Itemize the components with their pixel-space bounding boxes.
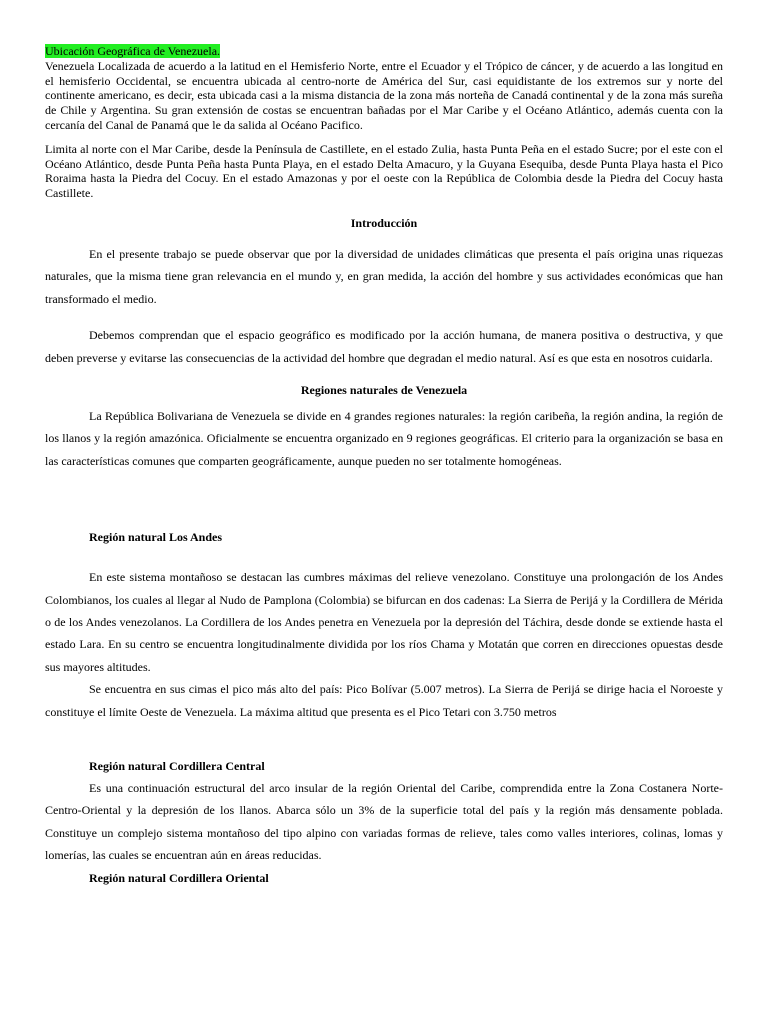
- spacer: [45, 230, 723, 243]
- spacer: [45, 397, 723, 405]
- oriental-heading: Región natural Cordillera Oriental: [89, 870, 269, 885]
- central-paragraph-1: Es una continuación estructural del arco insular de la región Oriental del Caribe, comprendida entre la Zona Costanera Norte-Centro-Oriental y la depresión de los llanos. Abarca sólo un 3% de la superficie total del país y la región más densamente poblada. Constituye un complejo sistema montañoso del tipo alpino con variadas formas de relieve, tales como valles interiores, colinas, lomas y lomerías, las cuales se encuentran aún en áreas reducidas.: [45, 781, 723, 863]
- regiones-heading: Regiones naturales de Venezuela: [300, 383, 468, 397]
- spacer: [45, 369, 723, 383]
- spacer: [45, 472, 723, 530]
- andes-paragraph-2: Se encuentra en sus cimas el pico más alto del país: Pico Bolívar (5.007 metros). La Sierra de Perijá se dirige hacia el Noroeste y constituye el límite Oeste de Venezuela. La máxima altitud que presenta es el Pico Tetari con 3.750 metros: [45, 682, 723, 719]
- spacer: [45, 310, 723, 324]
- spacer: [45, 133, 723, 142]
- ubicacion-title: Ubicación Geográfica de Venezuela.: [45, 44, 221, 58]
- ubicacion-paragraph-1: Venezuela Localizada de acuerdo a la latitud en el Hemisferio Norte, entre el Ecuador y el Trópico de cáncer, y de acuerdo a las longitud en el hemisferio Occidental, se encuentra ubicada al centro-norte de América del Sur, casi equidistante de los extremos sur y norte del continente americano, es decir, esta ubicada casi a la misma distancia de la zona más norteña de Canadá continental y de la zona más sureña de Chile y Argentina. Su gran extensión de costas se encuentran bañadas por el Mar Caribe y el Océano Atlántico, además cuenta con la cercanía del Canal de Panamá que le da salida al Océano Pacifico.: [45, 58, 723, 132]
- introduccion-paragraph-2: Debemos comprendan que el espacio geográfico es modificado por la acción humana, de manera positiva o destructiva, y que deben preverse y evitarse las consecuencias de la actividad del hombre que degradan el medio natural. Así es que esta en nosotros cuidarla.: [45, 328, 723, 365]
- central-heading: Región natural Cordillera Central: [89, 759, 265, 774]
- andes-paragraph-1: En este sistema montañoso se destacan las cumbres máximas del relieve venezolano. Constituye una prolongación de los Andes Colombianos, los cuales al llegar al Nudo de Pamplona (Colombia) se bifurcan en dos cadenas: La Sierra de Perijá y la Cordillera de Mérida o de los Andes venezolanos. La Cordillera de los Andes penetra en Venezuela por la depresión del Táchira, desde donde se extiende hasta el estado Lara. En su centro se encuentra longitudinalmente dividida por los ríos Chama y Motatán que corren en direcciones opuestas desde sus mayores altitudes.: [45, 570, 723, 674]
- document-page: [45, 44, 723, 885]
- spacer: [45, 544, 723, 566]
- andes-heading: Región natural Los Andes: [89, 530, 223, 545]
- regiones-paragraph-1: La República Bolivariana de Venezuela se divide en 4 grandes regiones naturales: la región caribeña, la región andina, la región de los llanos y la región amazónica. Oficialmente se encuentra organizado en 9 regiones geográficas. El criterio para la organización se basa en las características comunes que comparten geográficamente, aunque pueden no ser totalmente homogéneas.: [45, 409, 723, 468]
- introduccion-paragraph-1: En el presente trabajo se puede observar que por la diversidad de unidades climáticas que presenta el país origina unas riquezas naturales, que la misma tiene gran relevancia en el mundo y, en gran medida, la acción del hombre y sus actividades económicas que han transformado el medio.: [45, 246, 723, 306]
- section-ubicacion: [45, 44, 723, 133]
- spacer: [45, 723, 723, 759]
- introduccion-heading: Introducción: [350, 215, 418, 230]
- spacer: [45, 201, 723, 216]
- ubicacion-paragraph-2: Limita al norte con el Mar Caribe, desde la Península de Castillete, en el estado Zulia, hasta Punta Peña en el estado Sucre; por el este con el Océano Atlántico, desde Punta Peña hasta Punta Playa, en el estado Delta Amacuro, y la Guyana Esequiba, desde Punta Playa hasta el Pico Roraima hasta la Piedra del Cocuy. En el estado Amazonas y por el oeste con la República de Colombia desde la Piedra del Cocuy hasta Castillete.: [45, 141, 723, 201]
